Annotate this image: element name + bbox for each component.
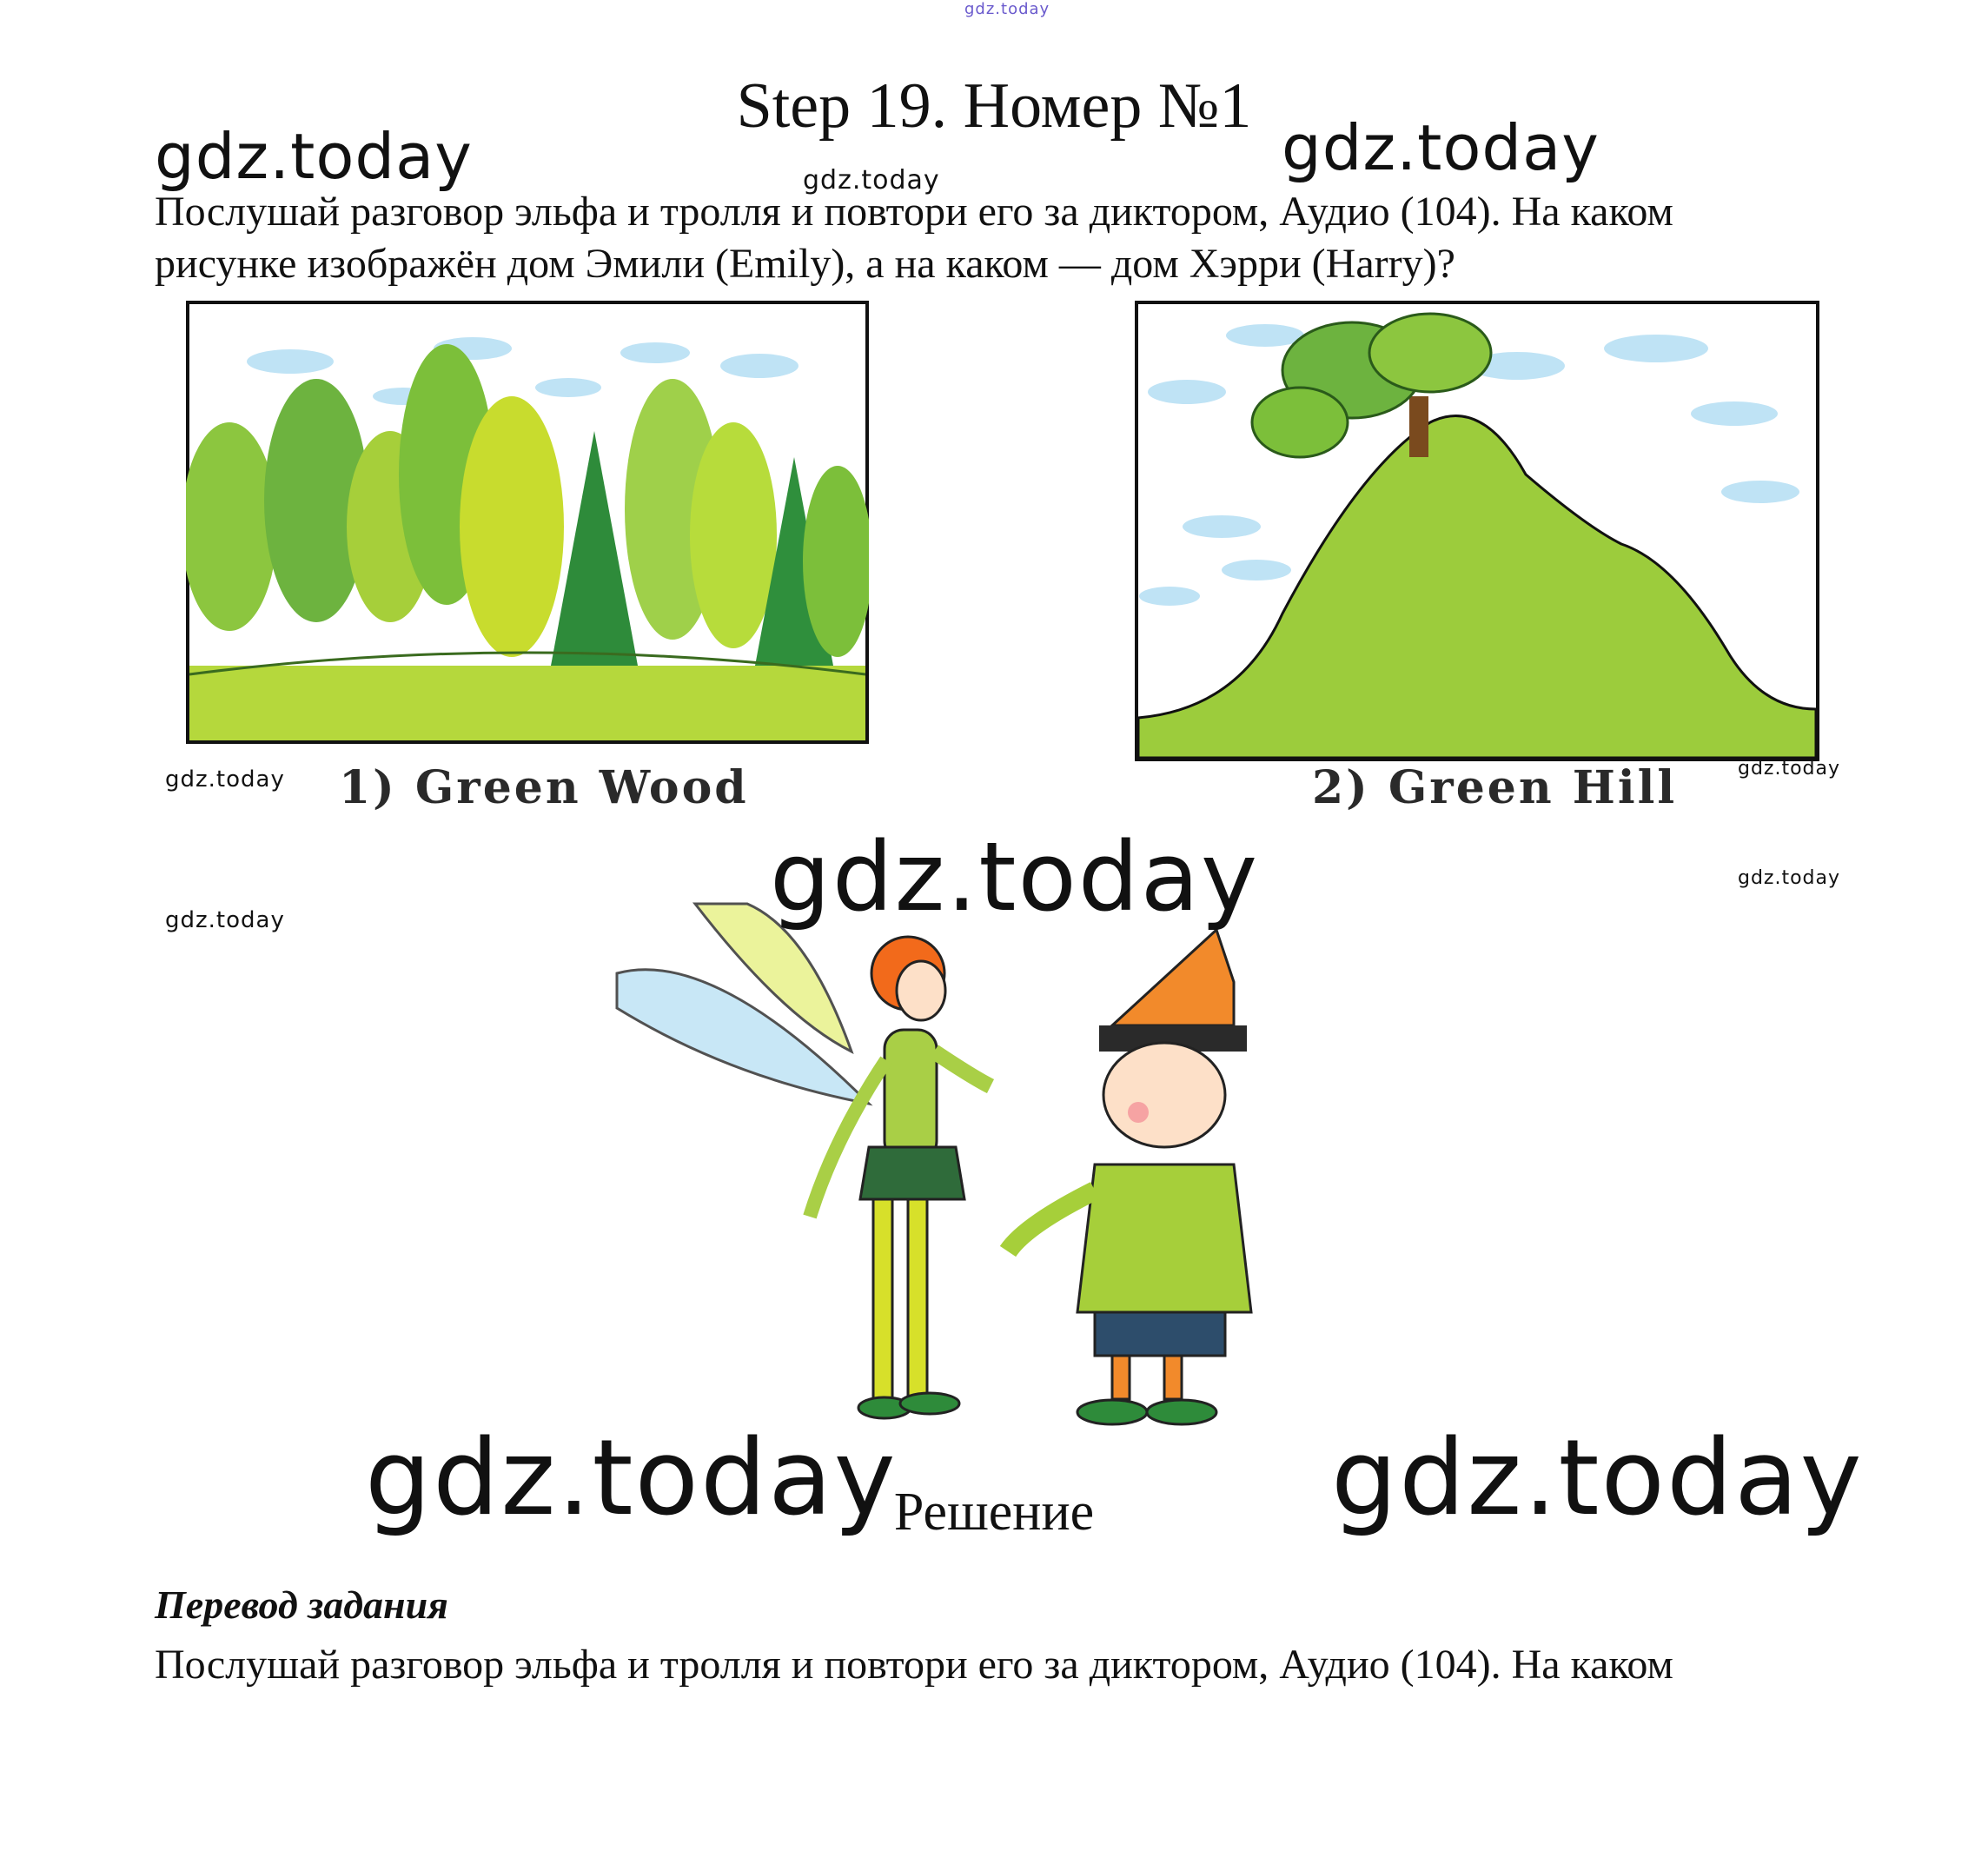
watermark-left-2: gdz.today bbox=[165, 907, 285, 933]
page-title: Step 19. Номер №1 bbox=[736, 70, 1252, 142]
watermark-left-1: gdz.today bbox=[165, 766, 285, 793]
task-line-1: Послушай разговор эльфа и тролля и повтори его за диктором, Аудио (104). На каком bbox=[155, 189, 1673, 235]
watermark-top-left: gdz.today bbox=[155, 120, 473, 193]
green-wood-picture bbox=[186, 301, 869, 744]
watermark-bottom-right-big: gdz.today bbox=[1331, 1418, 1864, 1539]
green-hill-picture bbox=[1135, 301, 1819, 761]
elf-and-troll-illustration bbox=[608, 878, 1269, 1451]
caption-green-hill: 2) Green Hill bbox=[1312, 761, 1678, 814]
translation-heading: Перевод задания bbox=[155, 1582, 448, 1627]
task-line-2: рисунке изображён дом Эмили (Emily), а на каком — дом Хэрри (Harry)? bbox=[155, 241, 1455, 287]
watermark-bottom-left-big: gdz.today bbox=[365, 1418, 898, 1539]
solution-heading: Решение bbox=[893, 1483, 1095, 1542]
watermark-top-small: gdz.today bbox=[964, 0, 1050, 18]
watermark-top-right: gdz.today bbox=[1282, 111, 1600, 184]
watermark-center-big: gdz.today bbox=[770, 821, 1260, 932]
watermark-top-middle: gdz.today bbox=[803, 165, 940, 196]
watermark-right-1: gdz.today bbox=[1738, 758, 1841, 780]
watermark-right-2: gdz.today bbox=[1738, 867, 1841, 889]
caption-green-wood: 1) Green Wood bbox=[339, 761, 749, 814]
translation-line-1: Послушай разговор эльфа и тролля и повтори его за диктором, Аудио (104). На каком bbox=[155, 1642, 1673, 1688]
